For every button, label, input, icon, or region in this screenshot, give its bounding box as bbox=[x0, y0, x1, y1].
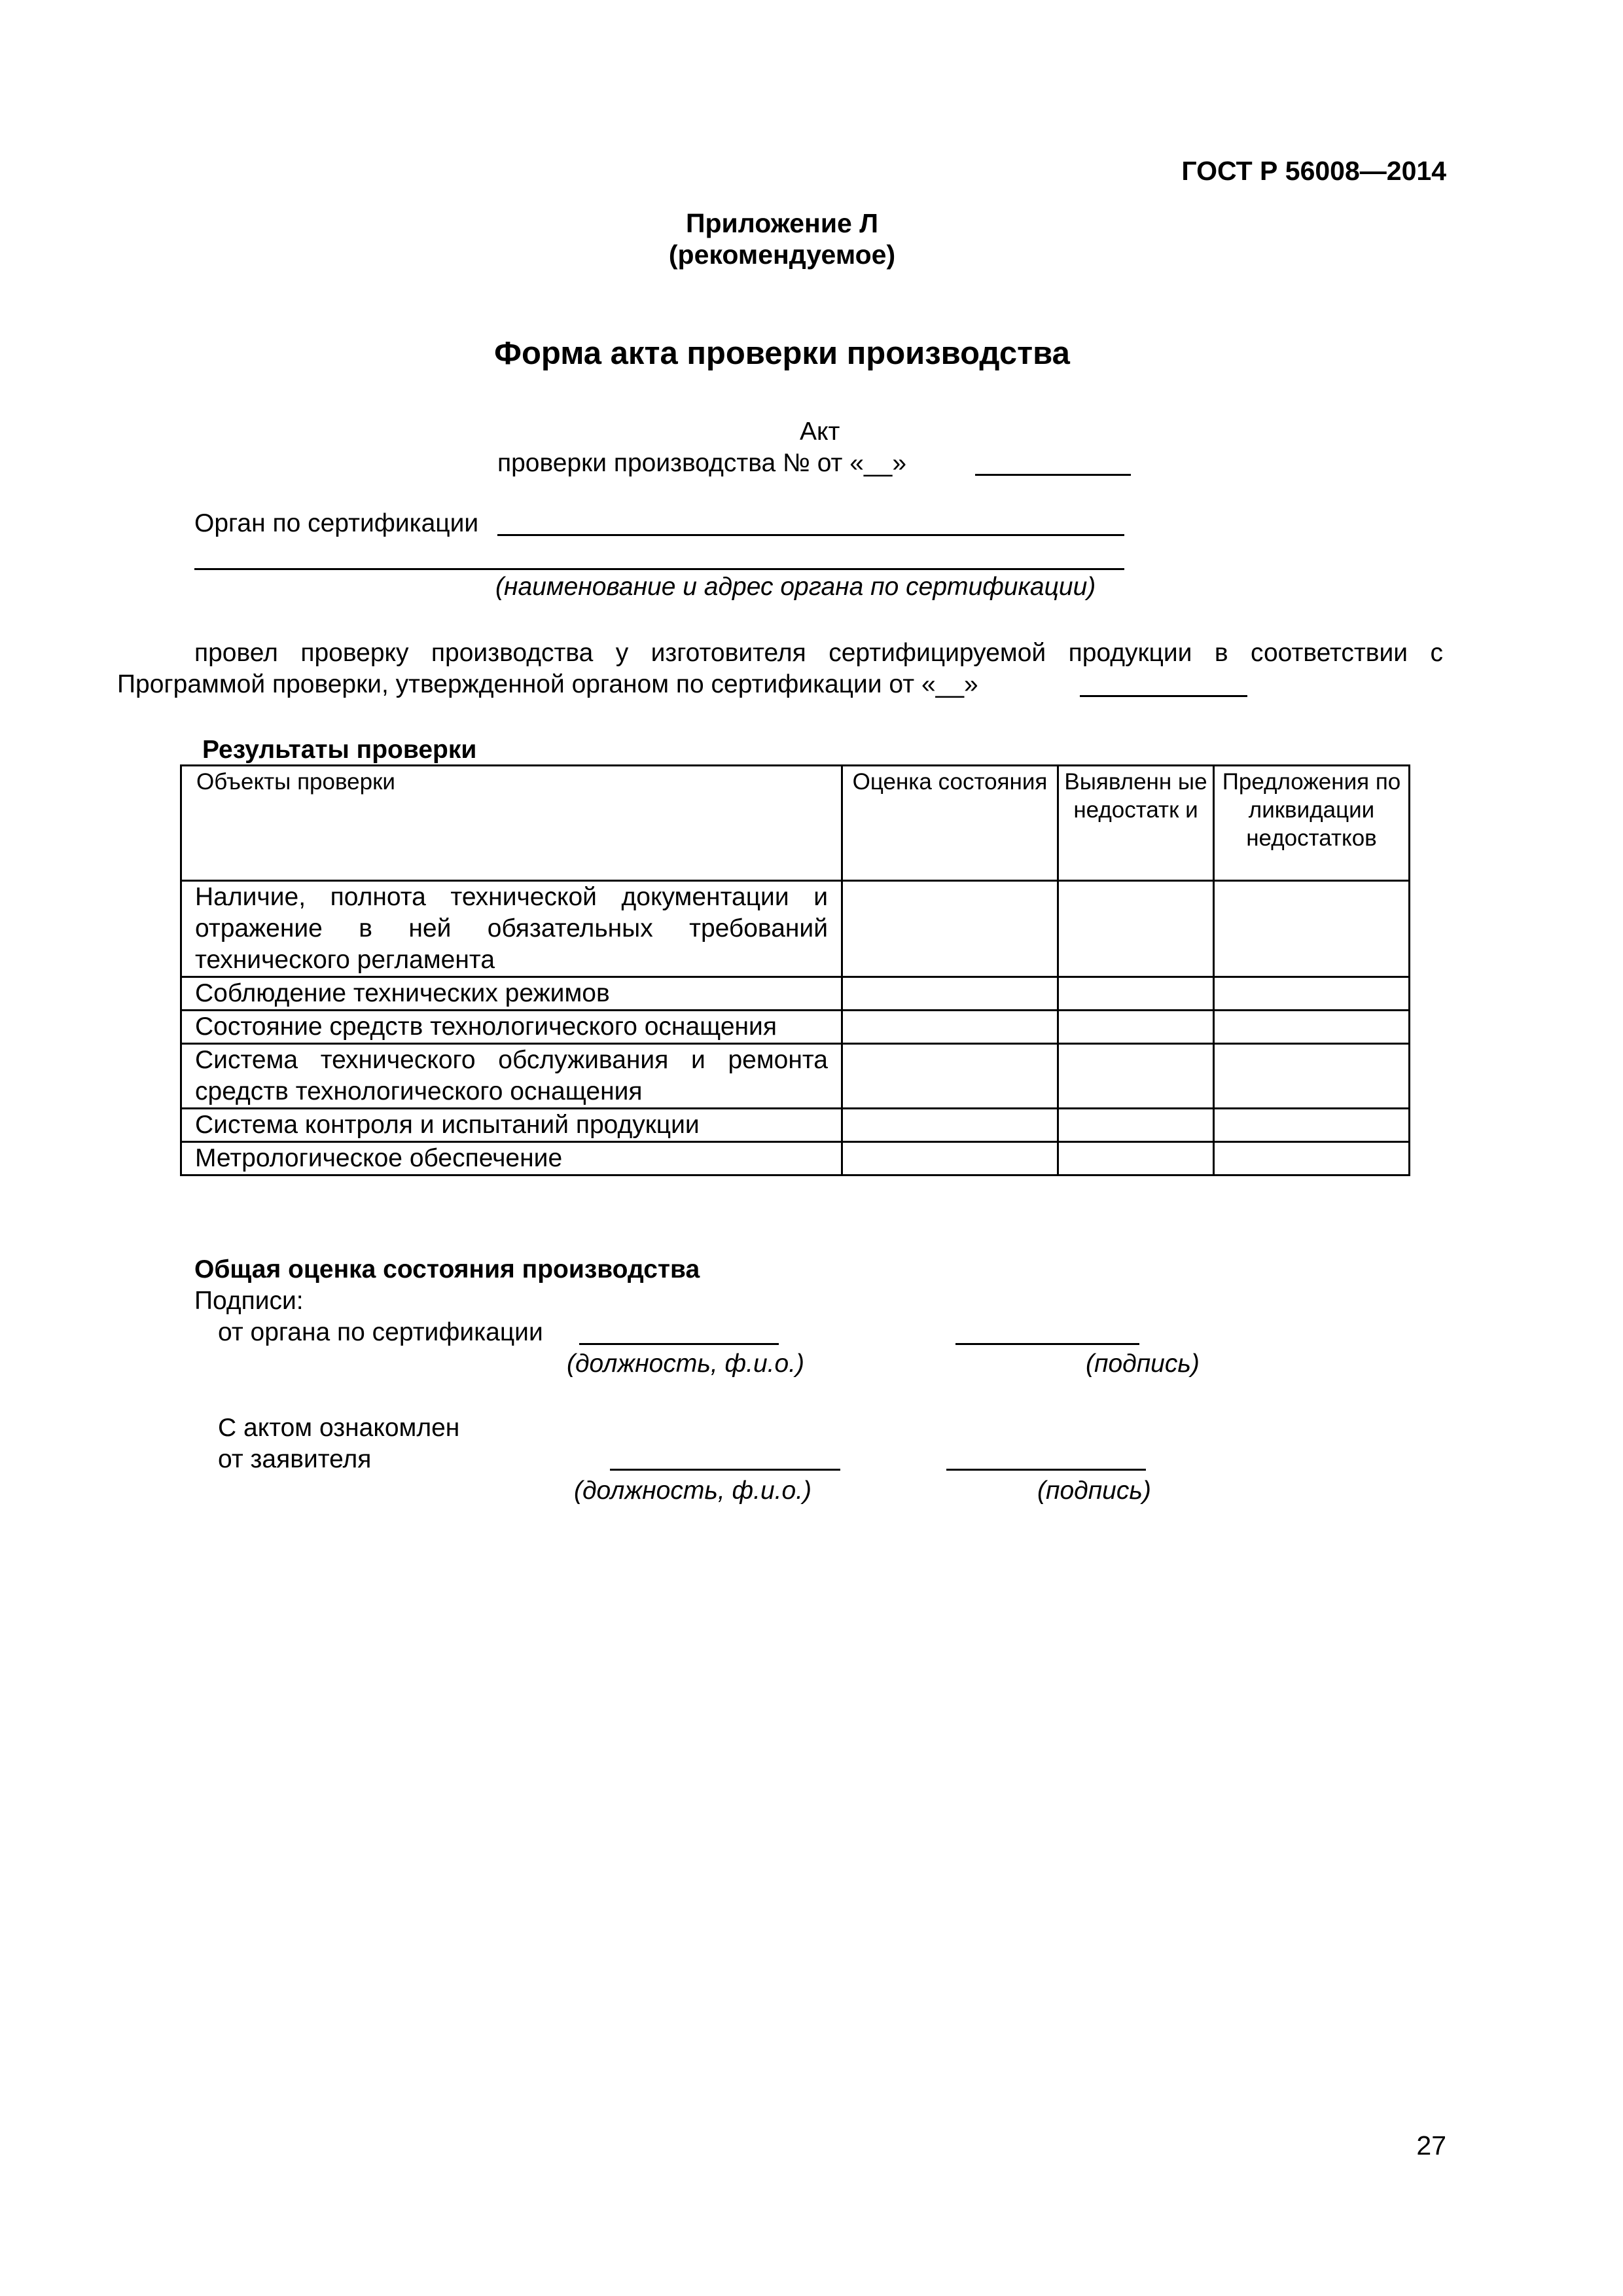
assessment-cell bbox=[842, 881, 1058, 977]
column-header-proposals: Предложения по ликвидации недостатков bbox=[1214, 766, 1410, 881]
deficiencies-cell bbox=[1058, 1142, 1214, 1175]
results-header-row bbox=[181, 766, 1410, 881]
deficiencies-cell bbox=[1058, 881, 1214, 977]
applicant-position-caption: (должность, ф.и.о.) bbox=[574, 1477, 812, 1505]
statement-line-1: провел проверку производства у изготовителя сертифицируемой продукции в соответствии с bbox=[194, 639, 1443, 667]
proposals-cell bbox=[1214, 1109, 1410, 1142]
from-applicant-label: от заявителя bbox=[218, 1445, 372, 1473]
appendix-title: Приложение Л bbox=[686, 208, 878, 238]
assessment-cell bbox=[842, 977, 1058, 1011]
statement-date-underline bbox=[1080, 695, 1247, 697]
act-title: Акт bbox=[800, 418, 840, 446]
certification-body-caption: (наименование и адрес органа по сертификации) bbox=[495, 573, 1096, 601]
row-object-cell: Наличие, полнота технической документации и отражение в ней обязательных требований технического регламента bbox=[181, 881, 842, 977]
table-row bbox=[181, 1109, 1410, 1142]
form-title: Форма акта проверки производства bbox=[494, 336, 1070, 371]
assessment-cell bbox=[842, 1044, 1058, 1109]
deficiencies-cell bbox=[1058, 1044, 1214, 1109]
body-position-underline bbox=[579, 1343, 779, 1345]
appendix-status: (рекомендуемое) bbox=[668, 240, 896, 270]
certification-body-underline-2 bbox=[194, 568, 1124, 570]
proposals-cell bbox=[1214, 977, 1410, 1011]
applicant-position-underline bbox=[610, 1469, 840, 1471]
results-table bbox=[180, 764, 1410, 1176]
act-date-underline bbox=[975, 474, 1131, 476]
deficiencies-cell bbox=[1058, 1109, 1214, 1142]
assessment-cell bbox=[842, 1011, 1058, 1044]
column-header-objects: Объекты проверки bbox=[181, 766, 842, 881]
act-subtitle: проверки производства № от «__» bbox=[497, 449, 907, 477]
column-header-assessment: Оценка состояния bbox=[842, 766, 1058, 881]
page-number: 27 bbox=[1416, 2130, 1446, 2161]
row-object-cell: Система контроля и испытаний продукции bbox=[181, 1109, 842, 1142]
certification-body-underline bbox=[497, 534, 1124, 536]
proposals-cell bbox=[1214, 1044, 1410, 1109]
table-row bbox=[181, 881, 1410, 977]
assessment-cell bbox=[842, 1109, 1058, 1142]
proposals-cell bbox=[1214, 1142, 1410, 1175]
proposals-cell bbox=[1214, 881, 1410, 977]
statement-line-2: Программой проверки, утвержденной органом по сертификации от «__» bbox=[117, 670, 978, 698]
body-position-caption: (должность, ф.и.о.) bbox=[567, 1350, 804, 1378]
acknowledged-label: С актом ознакомлен bbox=[218, 1414, 460, 1442]
row-object-cell: Состояние средств технологического оснащения bbox=[181, 1011, 842, 1044]
summary-heading: Общая оценка состояния производства bbox=[194, 1255, 700, 1283]
from-body-label: от органа по сертификации bbox=[218, 1318, 543, 1346]
body-signature-caption: (подпись) bbox=[1086, 1350, 1200, 1378]
table-row bbox=[181, 977, 1410, 1011]
signatures-label: Подписи: bbox=[194, 1287, 304, 1315]
proposals-cell bbox=[1214, 1011, 1410, 1044]
table-row bbox=[181, 1142, 1410, 1175]
certification-body-label: Орган по сертификации bbox=[194, 509, 479, 537]
table-row bbox=[181, 1011, 1410, 1044]
table-row bbox=[181, 1044, 1410, 1109]
body-signature-underline bbox=[955, 1343, 1139, 1345]
row-object-cell: Соблюдение технических режимов bbox=[181, 977, 842, 1011]
row-object-cell: Метрологическое обеспечение bbox=[181, 1142, 842, 1175]
results-heading: Результаты проверки bbox=[202, 736, 477, 764]
deficiencies-cell bbox=[1058, 977, 1214, 1011]
applicant-signature-underline bbox=[946, 1469, 1146, 1471]
assessment-cell bbox=[842, 1142, 1058, 1175]
applicant-signature-caption: (подпись) bbox=[1037, 1477, 1151, 1505]
column-header-deficiencies: Выявленн ые недостатк и bbox=[1058, 766, 1214, 881]
row-object-cell: Система технического обслуживания и ремонта средств технологического оснащения bbox=[181, 1044, 842, 1109]
deficiencies-cell bbox=[1058, 1011, 1214, 1044]
standard-code: ГОСТ Р 56008—2014 bbox=[1181, 156, 1446, 186]
